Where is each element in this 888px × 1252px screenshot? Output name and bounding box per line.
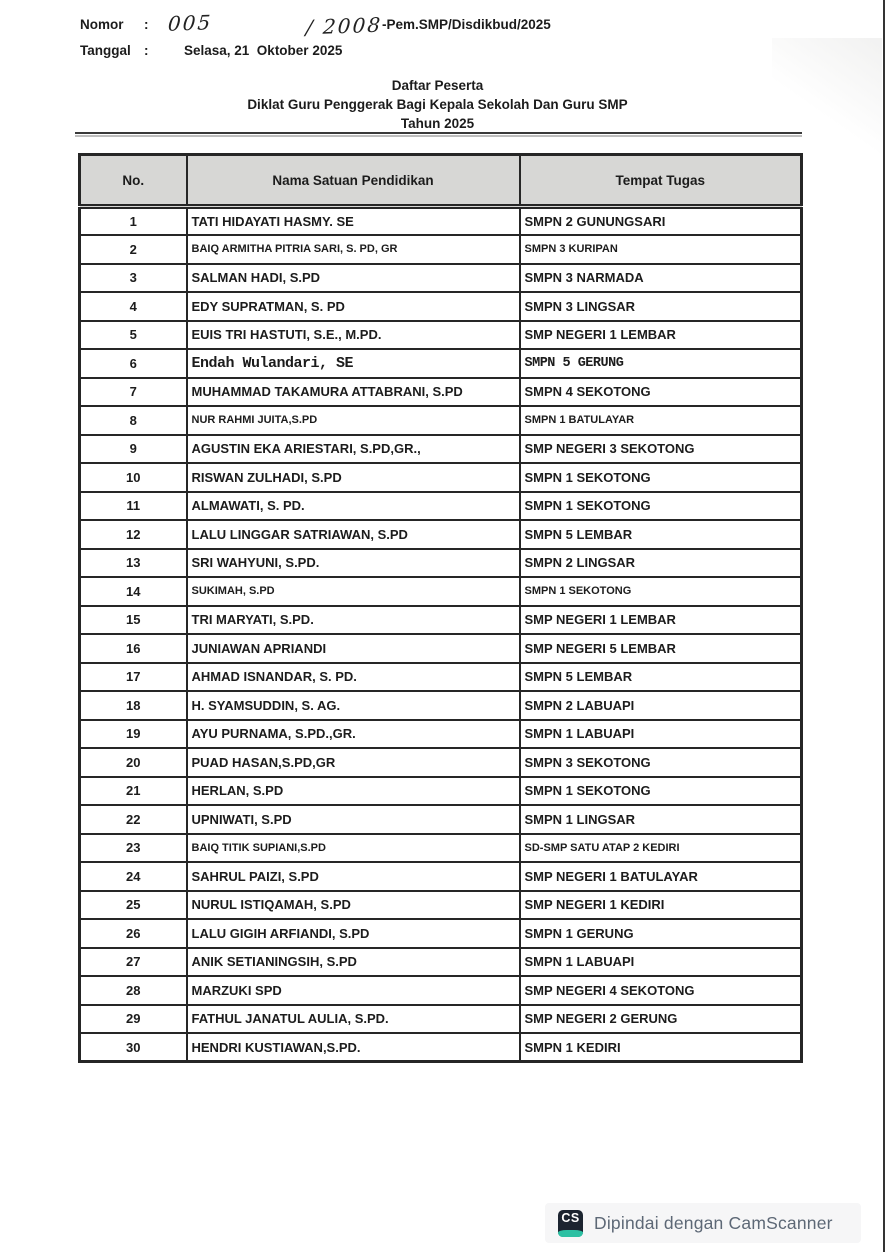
workplace: SMP NEGERI 2 GERUNG	[520, 1005, 802, 1034]
workplace: SMPN 3 SEKOTONG	[520, 748, 802, 777]
row-number: 26	[80, 919, 187, 948]
row-number: 29	[80, 1005, 187, 1034]
table-row	[80, 976, 802, 1005]
table-row	[80, 349, 802, 378]
header-nama: Nama Satuan Pendidikan	[187, 155, 520, 207]
participant-name: NURUL ISTIQAMAH, S.PD	[187, 891, 520, 920]
row-number: 30	[80, 1033, 187, 1062]
table-row	[80, 862, 802, 891]
table-row	[80, 777, 802, 806]
tanggal-value: Selasa, 21 Oktober 2025	[184, 43, 343, 58]
table-row	[80, 663, 802, 692]
row-number: 4	[80, 292, 187, 321]
row-number: 2	[80, 235, 187, 264]
participant-name: H. SYAMSUDDIN, S. AG.	[187, 691, 520, 720]
camscanner-logo-accent	[558, 1230, 583, 1237]
workplace: SMPN 2 GUNUNGSARI	[520, 207, 802, 236]
workplace: SMPN 5 LEMBAR	[520, 520, 802, 549]
table-row	[80, 606, 802, 635]
participant-name: ANIK SETIANINGSIH, S.PD	[187, 948, 520, 977]
row-number: 1	[80, 207, 187, 236]
participant-name: SUKIMAH, S.PD	[187, 577, 520, 606]
workplace: SMPN 5 GERUNG	[520, 349, 802, 378]
workplace: SMP NEGERI 1 LEMBAR	[520, 606, 802, 635]
table-row	[80, 691, 802, 720]
nomor-colon: :	[144, 17, 149, 32]
nomor-handwritten-year: / 2008	[305, 12, 383, 40]
workplace: SMPN 1 BATULAYAR	[520, 406, 802, 435]
participant-name: BAIQ TITIK SUPIANI,S.PD	[187, 834, 520, 863]
row-number: 18	[80, 691, 187, 720]
table-header-row	[80, 155, 802, 207]
row-number: 9	[80, 435, 187, 464]
participant-name: TRI MARYATI, S.PD.	[187, 606, 520, 635]
table-row	[80, 435, 802, 464]
participant-name: JUNIAWAN APRIANDI	[187, 634, 520, 663]
workplace: SMPN 5 LEMBAR	[520, 663, 802, 692]
table-row	[80, 235, 802, 264]
participant-name: FATHUL JANATUL AULIA, S.PD.	[187, 1005, 520, 1034]
participant-name: NUR RAHMI JUITA,S.PD	[187, 406, 520, 435]
workplace: SMP NEGERI 1 BATULAYAR	[520, 862, 802, 891]
row-number: 11	[80, 492, 187, 521]
participant-name: AYU PURNAMA, S.PD.,GR.	[187, 720, 520, 749]
workplace: SMPN 1 LABUAPI	[520, 948, 802, 977]
workplace: SMPN 2 LABUAPI	[520, 691, 802, 720]
table-row	[80, 520, 802, 549]
table-row	[80, 577, 802, 606]
participant-name: ALMAWATI, S. PD.	[187, 492, 520, 521]
workplace: SMP NEGERI 5 LEMBAR	[520, 634, 802, 663]
tanggal-label: Tanggal	[80, 43, 131, 58]
workplace: SMPN 3 NARMADA	[520, 264, 802, 293]
participant-name: Endah Wulandari, SE	[187, 349, 520, 378]
header-no: No.	[80, 155, 187, 207]
workplace: SD-SMP SATU ATAP 2 KEDIRI	[520, 834, 802, 863]
title-line-1: Daftar Peserta	[391, 78, 484, 93]
participant-name: LALU LINGGAR SATRIAWAN, S.PD	[187, 520, 520, 549]
table-row	[80, 406, 802, 435]
scan-edge-line	[883, 0, 885, 1252]
participant-name: LALU GIGIH ARFIANDI, S.PD	[187, 919, 520, 948]
participant-name: EUIS TRI HASTUTI, S.E., M.PD.	[187, 321, 520, 350]
tanggal-row	[80, 40, 680, 66]
row-number: 15	[80, 606, 187, 635]
nomor-handwritten-number: 005	[167, 10, 214, 36]
row-number: 19	[80, 720, 187, 749]
table-row	[80, 492, 802, 521]
document-meta	[80, 10, 680, 66]
table-row	[80, 1005, 802, 1034]
table-row	[80, 891, 802, 920]
table-row	[80, 948, 802, 977]
participant-name: MUHAMMAD TAKAMURA ATTABRANI, S.PD	[187, 378, 520, 407]
workplace: SMPN 1 KEDIRI	[520, 1033, 802, 1062]
table-row	[80, 463, 802, 492]
watermark-label: Dipindai dengan CamScanner	[594, 1212, 833, 1233]
workplace: SMPN 1 SEKOTONG	[520, 577, 802, 606]
workplace: SMPN 4 SEKOTONG	[520, 378, 802, 407]
table-row	[80, 834, 802, 863]
title-underline	[75, 132, 802, 134]
document-title	[75, 76, 800, 133]
table-row	[80, 1033, 802, 1062]
row-number: 13	[80, 549, 187, 578]
row-number: 28	[80, 976, 187, 1005]
workplace: SMPN 1 LINGSAR	[520, 805, 802, 834]
camscanner-logo-icon	[558, 1210, 583, 1237]
row-number: 21	[80, 777, 187, 806]
participant-name: AHMAD ISNANDAR, S. PD.	[187, 663, 520, 692]
table-row	[80, 378, 802, 407]
workplace: SMPN 1 GERUNG	[520, 919, 802, 948]
participant-name: MARZUKI SPD	[187, 976, 520, 1005]
workplace: SMPN 1 LABUAPI	[520, 720, 802, 749]
row-number: 14	[80, 577, 187, 606]
row-number: 17	[80, 663, 187, 692]
nomor-suffix: -Pem.SMP/Disdikbud/2025	[382, 17, 551, 32]
table-row	[80, 549, 802, 578]
row-number: 22	[80, 805, 187, 834]
row-number: 23	[80, 834, 187, 863]
table-row	[80, 805, 802, 834]
nomor-label: Nomor	[80, 17, 124, 32]
row-number: 10	[80, 463, 187, 492]
participant-name: HENDRI KUSTIAWAN,S.PD.	[187, 1033, 520, 1062]
row-number: 6	[80, 349, 187, 378]
table-row	[80, 720, 802, 749]
table-row	[80, 264, 802, 293]
participant-name: BAIQ ARMITHA PITRIA SARI, S. PD, GR	[187, 235, 520, 264]
participant-name: EDY SUPRATMAN, S. PD	[187, 292, 520, 321]
participant-name: RISWAN ZULHADI, S.PD	[187, 463, 520, 492]
table-row	[80, 919, 802, 948]
participant-name: SALMAN HADI, S.PD	[187, 264, 520, 293]
workplace: SMP NEGERI 4 SEKOTONG	[520, 976, 802, 1005]
nomor-row	[80, 10, 680, 40]
row-number: 20	[80, 748, 187, 777]
participant-name: PUAD HASAN,S.PD,GR	[187, 748, 520, 777]
title-line-3: Tahun 2025	[400, 116, 475, 131]
table-row	[80, 207, 802, 236]
row-number: 27	[80, 948, 187, 977]
participant-name: HERLAN, S.PD	[187, 777, 520, 806]
table-row	[80, 634, 802, 663]
table-row	[80, 321, 802, 350]
camscanner-logo-text: CS	[561, 1210, 580, 1225]
workplace: SMPN 1 SEKOTONG	[520, 777, 802, 806]
participant-name: SAHRUL PAIZI, S.PD	[187, 862, 520, 891]
row-number: 24	[80, 862, 187, 891]
workplace: SMPN 2 LINGSAR	[520, 549, 802, 578]
row-number: 5	[80, 321, 187, 350]
row-number: 25	[80, 891, 187, 920]
participants-table	[78, 153, 803, 1063]
table-header	[80, 155, 802, 207]
table-row	[80, 292, 802, 321]
camscanner-watermark	[545, 1203, 861, 1243]
header-tempat: Tempat Tugas	[520, 155, 802, 207]
title-line-2: Diklat Guru Penggerak Bagi Kepala Sekolah Dan Guru SMP	[247, 97, 628, 112]
row-number: 3	[80, 264, 187, 293]
tanggal-colon: :	[144, 43, 149, 58]
workplace: SMP NEGERI 3 SEKOTONG	[520, 435, 802, 464]
participant-name: AGUSTIN EKA ARIESTARI, S.PD,GR.,	[187, 435, 520, 464]
row-number: 12	[80, 520, 187, 549]
table-body	[80, 207, 802, 1062]
workplace: SMPN 1 SEKOTONG	[520, 492, 802, 521]
workplace: SMPN 3 KURIPAN	[520, 235, 802, 264]
row-number: 8	[80, 406, 187, 435]
workplace: SMP NEGERI 1 KEDIRI	[520, 891, 802, 920]
workplace: SMPN 3 LINGSAR	[520, 292, 802, 321]
table-row	[80, 748, 802, 777]
participant-name: TATI HIDAYATI HASMY. SE	[187, 207, 520, 236]
workplace: SMPN 1 SEKOTONG	[520, 463, 802, 492]
workplace: SMP NEGERI 1 LEMBAR	[520, 321, 802, 350]
participant-name: SRI WAHYUNI, S.PD.	[187, 549, 520, 578]
row-number: 7	[80, 378, 187, 407]
row-number: 16	[80, 634, 187, 663]
participant-name: UPNIWATI, S.PD	[187, 805, 520, 834]
